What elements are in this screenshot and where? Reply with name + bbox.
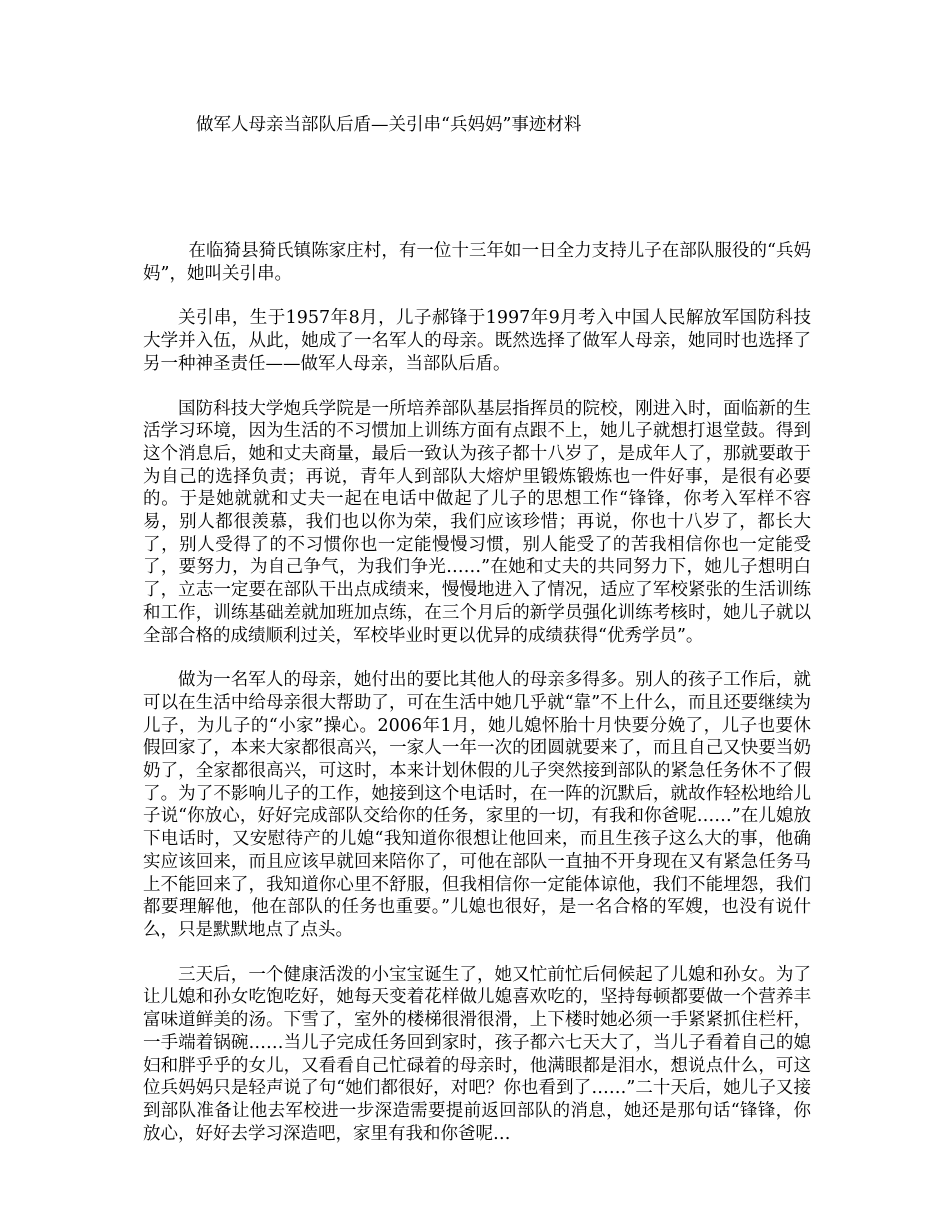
paragraph-military-school: 国防科技大学炮兵学院是一所培养部队基层指挥员的院校，刚进入时，面临新的生活学习环境，因为生活的不习惯加上训练方面有点跟不上，她儿子就想打退堂鼓。得到这个消息后，她和丈夫商量，最后一致认为孩子都十八岁了，是成年人了，那就要敢于为自己的选择负责；再说，青年人到部队大熔炉里锻炼锻炼也一件好事，是很有必要的。于是她就就和丈夫一起在电话中做起了儿子的思想工作“锋锋，你考入军样不容易，别人都很羡慕，我们也以你为荣，我们应该珍惜；再说，你也十八岁了，都长大了，别人受得了的不习惯你也一定能慢慢习惯，别人能受了的苦我相信你也一定能受了，要努力，为自己争气，为我们争光……”在她和丈夫的共同努力下，她儿子想明白了，立志一定要在部队干出点成绩来，慢慢地进入了情况，适应了军校紧张的生活训练和工作，训练基础差就加班加点练，在三个月后的新学员强化训练考核时，她儿子就以全部合格的成绩顺利过关，军校毕业时更以优异的成绩获得“优秀学员”。 <box>143 398 811 646</box>
document-title: 做军人母亲当部队后盾—关引串“兵妈妈”事迹材料 <box>196 115 582 135</box>
paragraph-sacrifice: 做为一名军人的母亲，她付出的要比其他人的母亲多得多。别人的孩子工作后，就可以在生活中给母亲很大帮助了，可在生活中她几乎就“靠”不上什么，而且还要继续为儿子，为儿子的“小家”操心。2006年1月，她儿媳怀胎十月快要分娩了，儿子也要休假回家了，本来大家都很高兴，一家人一年一次的团圆就要来了，而且自己又快要当奶奶了，全家都很高兴，可这时，本来计划休假的儿子突然接到部队的紧急任务休不了假了。为了不影响儿子的工作，她接到这个电话时，在一阵的沉默后，就故作轻松地给儿子说“你放心，好好完成部队交给你的任务，家里的一切，有我和你爸呢……”在儿媳放下电话时，又安慰待产的儿媳“我知道你很想让他回来，而且生孩子这么大的事，他确实应该回来，而且应该早就回来陪你了，可他在部队一直抽不开身现在又有紧急任务马上不能回来了，我知道你心里不舒服，但我相信你一定能体谅他，我们不能埋怨，我们都要理解他，他在部队的任务也重要。”儿媳也很好，是一名合格的军嫂，也没有说什么，只是默默地点了点头。 <box>143 670 811 940</box>
document-body <box>143 240 811 1167</box>
paragraph-grandchild: 三天后，一个健康活泼的小宝宝诞生了，她又忙前忙后伺候起了儿媳和孙女。为了让儿媳和孙女吃饱吃好，她每天变着花样做儿媳喜欢吃的，坚持每顿都要做一个营养丰富味道鲜美的汤。下雪了，室外的楼梯很滑很滑，上下楼时她必须一手紧紧抓住栏杆，一手端着锅碗……当儿子完成任务回到家时，孩子都六七天大了，当儿子看着自己的媳妇和胖乎乎的女儿，又看看自己忙碌着的母亲时，他满眼都是泪水，想说点什么，可这位兵妈妈只是轻声说了句“她们都很好，对吧？你也看到了……”二十天后，她儿子又接到部队准备让他去军校进一步深造需要提前返回部队的消息，她还是那句话“锋锋，你放心，好好去学习深造吧，家里有我和你爸呢… <box>143 964 811 1144</box>
paragraph-background: 关引串，生于1957年8月，儿子郝锋于1997年9月考入中国人民解放军国防科技大学并入伍，从此，她成了一名军人的母亲。既然选择了做军人母亲，她同时也选择了另一种神圣责任——做军人母亲，当部队后盾。 <box>143 308 811 374</box>
paragraph-intro: 在临猗县猗氏镇陈家庄村，有一位十三年如一日全力支持儿子在部队服役的“兵妈妈”，她叫关引串。 <box>143 241 811 284</box>
